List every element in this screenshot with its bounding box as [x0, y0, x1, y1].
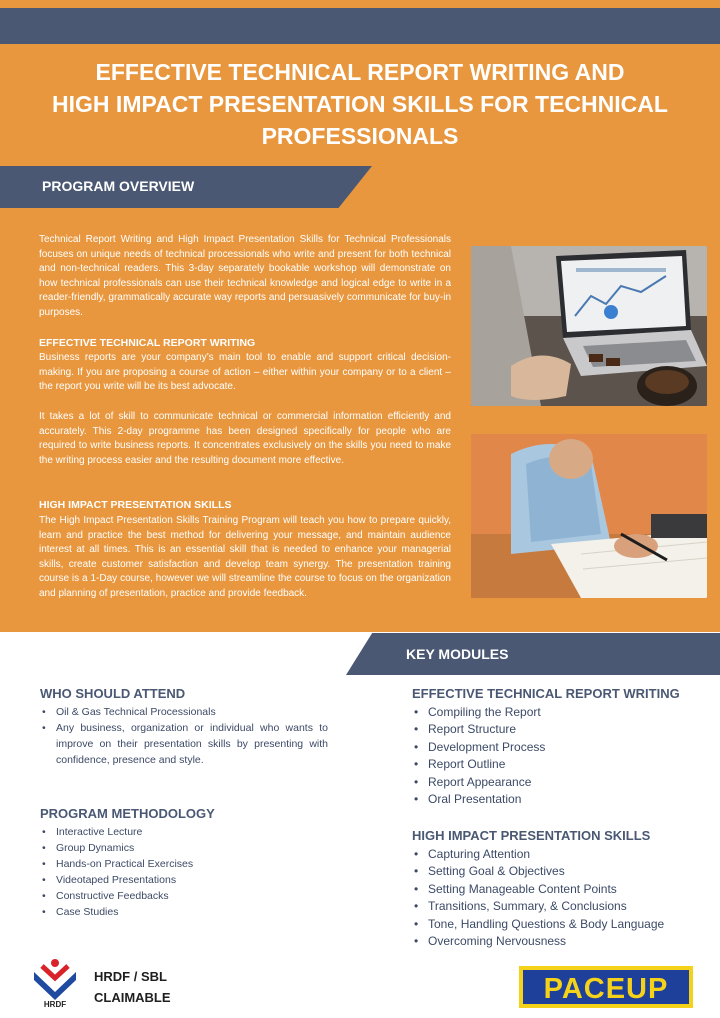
list-item: • Tone, Handling Questions & Body Language [412, 916, 712, 933]
overview-intro: Technical Report Writing and High Impact Presentation Skills for Technical Professionals focuses on unique needs of technical processionals who write and present for both technical and non-technical readers. This 3-day separately bookable workshop will demonstrate on how technical professionals can use their technical knowledge and logical edge to write in a reader-friendly, grammatically accurate way reports and persuasively communicate for buy-in purposes. [39, 234, 451, 318]
list-item: • Report Appearance [412, 774, 712, 791]
hrdf-logo [30, 956, 80, 1008]
claimable-note: HRDF / SBL CLAIMABLE [94, 969, 171, 1005]
list-item: • Overcoming Nervousness [412, 933, 712, 950]
program-methodology-heading: PROGRAM METHODOLOGY [40, 806, 215, 821]
top-navy-stripe [0, 8, 720, 44]
laptop-photo-illustration [471, 246, 707, 406]
list-item: • Setting Manageable Content Points [412, 881, 712, 898]
list-item: • Compiling the Report [412, 704, 712, 721]
module-report-heading: EFFECTIVE TECHNICAL REPORT WRITING [412, 686, 680, 701]
page-title: EFFECTIVE TECHNICAL REPORT WRITING AND HIGH IMPACT PRESENTATION SKILLS FOR TECHNICAL PROFESSIONALS [52, 59, 668, 149]
laptop-photo [471, 246, 707, 406]
list-item: • Capturing Attention [412, 846, 712, 863]
list-item: • Oil & Gas Technical Processionals [40, 704, 328, 720]
list-item: • Group Dynamics [40, 840, 320, 856]
writing-photo [471, 434, 707, 598]
writing-photo-illustration [471, 434, 707, 598]
list-item: • Transitions, Summary, & Conclusions [412, 898, 712, 915]
list-item: • Setting Goal & Objectives [412, 863, 712, 880]
list-item: • Constructive Feedbacks [40, 888, 320, 904]
list-item: • Development Process [412, 739, 712, 756]
paceup-logo-text: PACEUP [543, 973, 669, 1005]
list-item: • Any business, organization or individual who wants to improve on their presentation skills by presenting with confidence, presence and style. [40, 720, 328, 768]
list-item: • Report Outline [412, 756, 712, 773]
module-presentation-heading: HIGH IMPACT PRESENTATION SKILLS [412, 828, 651, 843]
who-should-attend-list [40, 704, 328, 768]
list-item: • Videotaped Presentations [40, 872, 320, 888]
report-writing-paragraph-1: Business reports are your company’s main tool to enable and support critical decision-making. If you are proposing a course of action – either within your company or to a client – the report you write will be its best advocate. [39, 352, 451, 393]
module-report-list [412, 704, 712, 808]
list-item: • Interactive Lecture [40, 824, 320, 840]
program-overview-label: PROGRAM OVERVIEW [42, 178, 195, 194]
hrdf-logo-text: HRDF [43, 1000, 67, 1008]
presentation-skills-paragraph: The High Impact Presentation Skills Training Program will teach you how to prepare quickly, learn and practice the best method for delivering your message, and maintain audience interest at all times. This is an essential skill that is needed to enhance your managerial skills, create customer satisfaction and develop team synergy. The presentation training course is a 1-Day course, however we will streamline the course to focus on the organization and planning of presentation, practice and provide feedback. [39, 515, 451, 599]
paceup-logo [519, 966, 693, 1008]
list-item: • Oral Presentation [412, 791, 712, 808]
key-modules-label: KEY MODULES [406, 646, 509, 662]
report-writing-heading: EFFECTIVE TECHNICAL REPORT WRITING [39, 337, 256, 349]
who-should-attend-heading: WHO SHOULD ATTEND [40, 686, 186, 701]
module-presentation-list [412, 846, 712, 950]
presentation-skills-heading: HIGH IMPACT PRESENTATION SKILLS [39, 499, 232, 511]
list-item: • Hands-on Practical Exercises [40, 856, 320, 872]
program-methodology-list [40, 824, 320, 920]
list-item: • Report Structure [412, 721, 712, 738]
key-modules-banner [346, 633, 720, 675]
report-writing-paragraph-2: It takes a lot of skill to communicate technical or commercial information efficiently and accurately. This 2-day programme has been designed specifically for people who are required to write business reports. It concentrates exclusively on the skills you need to make the writing process easier and the resulting document more effective. [39, 411, 451, 466]
list-item: • Case Studies [40, 904, 320, 920]
